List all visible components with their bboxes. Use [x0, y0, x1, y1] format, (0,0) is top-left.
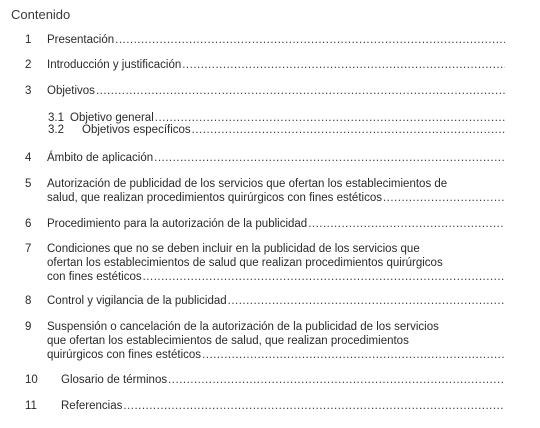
toc-entry-number: 2 [25, 59, 32, 71]
toc-entry-number: 5 [25, 178, 32, 190]
toc-entry-number: 4 [25, 152, 32, 164]
leader-dots [192, 123, 505, 137]
toc-entry-number: 10 [25, 374, 38, 386]
toc-entry-label: Introducción y justificación [47, 59, 182, 71]
toc-entry-label-cont: quirúrgicos con fines estéticos [47, 349, 202, 361]
toc-entry-number: 1 [25, 34, 32, 46]
toc-entry-label-cont: con fines estéticos [47, 271, 142, 283]
leader-dots [182, 58, 505, 72]
toc-entry-number: 9 [25, 321, 32, 333]
leader-dots [168, 373, 505, 387]
toc-entry-label-cont: ofertan los establecimientos de salud que realizan procedimientos quirúrgicos [47, 257, 443, 269]
toc-entry-label: Condiciones que no se deben incluir en la publicidad de los servicios que [47, 243, 420, 255]
leader-dots [308, 217, 505, 231]
toc-entry-label: Procedimiento para la autorización de la publicidad [47, 218, 308, 230]
toc-entry-label: Suspensión o cancelación de la autorización de la publicidad de los servicios [47, 321, 439, 333]
toc-entry-number: 3.2 [48, 124, 64, 136]
toc-entry-label: Referencias [61, 400, 123, 412]
leader-dots [115, 33, 505, 47]
toc-entry-label: Objetivo general [70, 112, 154, 124]
toc-entry-number: 11 [25, 400, 37, 412]
toc-entry-number: 6 [25, 218, 32, 230]
leader-dots [123, 399, 505, 413]
toc-entry-label: Ámbito de aplicación [47, 152, 154, 164]
toc-entry-label: Objetivos específicos [82, 124, 191, 136]
toc-title: Contenido [11, 7, 71, 22]
toc-entry-number: 8 [25, 295, 32, 307]
toc-entry-label: Glosario de términos [61, 374, 168, 386]
leader-dots [228, 294, 505, 308]
toc-entry-label: Objetivos [47, 85, 95, 97]
leader-dots [154, 151, 505, 165]
leader-dots [202, 348, 505, 362]
toc-entry-label: Presentación [47, 34, 115, 46]
toc-entry-label: Control y vigilancia de la publicidad [47, 295, 227, 307]
toc-entry-number: 7 [25, 243, 32, 255]
toc-entry-number: 3 [25, 85, 32, 97]
toc-entry-label-cont: salud, que realizan procedimientos quirúrgicos con fines estéticos [47, 192, 382, 204]
toc-entry-number: 3.1 [48, 112, 64, 124]
leader-dots [96, 84, 505, 98]
toc-entry-label-cont: que ofertan los establecimientos de salud, que realizan procedimientos [47, 335, 409, 347]
toc-entry-label: Autorización de publicidad de los servicios que ofertan los establecimientos de [47, 178, 448, 190]
leader-dots [383, 191, 505, 205]
leader-dots [143, 270, 505, 284]
